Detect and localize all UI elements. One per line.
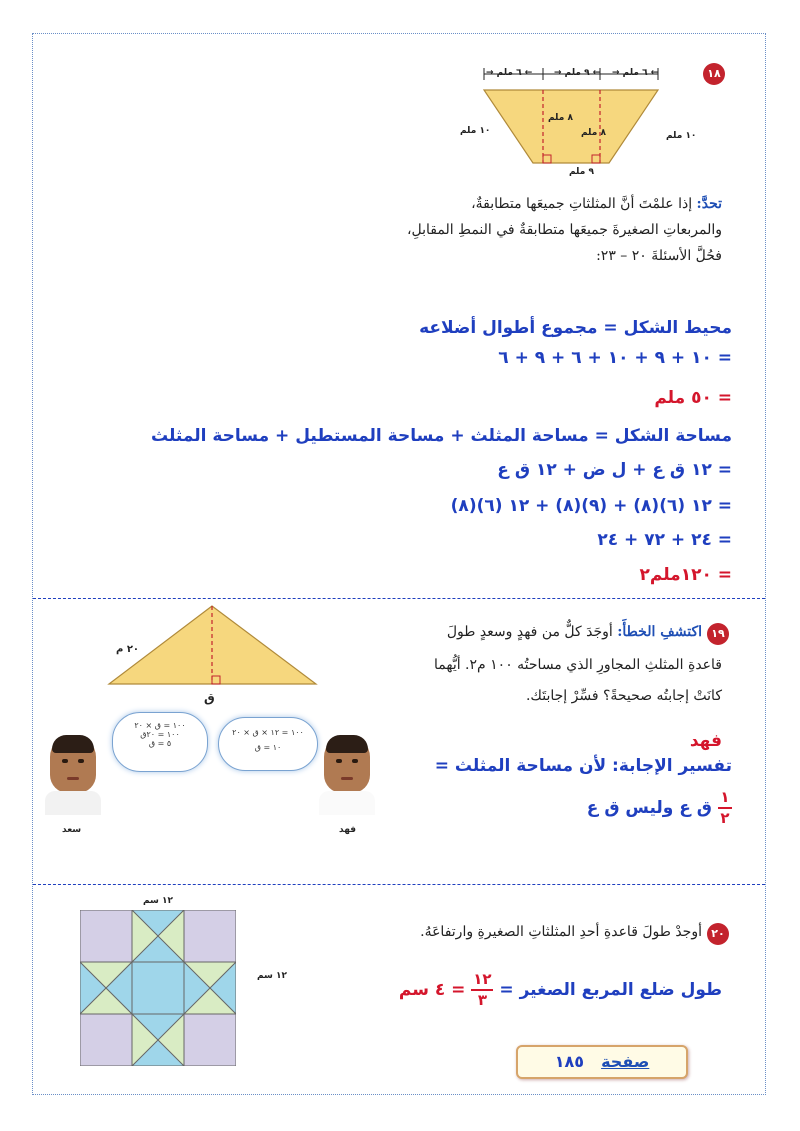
pattern-top-label: ١٢ سم: [143, 896, 174, 906]
fahd-name: فهد: [339, 825, 357, 835]
area-formula: = ١٢ ق ع + ل ض + ١٢ ق ع: [497, 460, 732, 480]
q20-solution: [399, 972, 722, 1008]
challenge-line3: فحُلَّ الأسئلةَ ٢٠ – ٢٣:: [596, 248, 722, 264]
q19-line2: قاعدةِ المثلثِ المجاورِ الذي مساحتُه ١٠٠ م٢. أيُّهما: [434, 657, 722, 673]
bottom-label: ٩ ملم: [569, 167, 594, 177]
question-number-19: ١٩: [707, 622, 729, 645]
side-right-label: ١٠ ملم: [666, 131, 697, 141]
perimeter-line: محيط الشكل = مجموع أطوال أضلاعه: [419, 318, 732, 338]
perimeter-result: = ٥٠ ملم: [654, 388, 732, 408]
height-left-label: ٨ ملم: [548, 113, 573, 123]
height-right-label: ٨ ملم: [581, 128, 606, 138]
side-left-label: ١٠ ملم: [460, 126, 491, 136]
triangle-height-label: ٢٠ م: [116, 644, 140, 655]
q20-solution-lead: طول ضلع المربع الصغير =: [499, 980, 722, 1000]
answer-formula: ١ ٢ ق ع وليس ق ع: [587, 790, 732, 826]
dim-right: ← ٦ ملم →: [612, 68, 659, 78]
answer-explanation: تفسير الإجابة: لأن مساحة المثلث =: [434, 756, 732, 776]
q20-text: أوجدْ طولَ قاعدةِ أحدِ المثلثاتِ الصغيرةِ وارتفاعَهُ.: [420, 924, 702, 940]
pattern-side-label: ١٢ سم: [257, 971, 288, 981]
q19-title: اكتشفِ الخطأَ:: [617, 624, 702, 640]
q20-solution-tail: = ٤ سم: [398, 980, 466, 1000]
perimeter-sum: = ١٠ + ٩ + ١٠ + ٦ + ٩ + ٦: [498, 348, 732, 368]
fahd-speech-bubble: ١٠٠ = ١٢ × ق × ٢٠ ١٠ = ق: [218, 717, 318, 771]
q19-line1: اكتشفِ الخطأَ: أوجَدَ كلٌّ من فهدٍ وسعدٍ طولَ: [446, 624, 702, 640]
area-substitution: = ١٢ (٦)(٨) + (٩)(٨) + ١٢ (٦)(٨): [450, 496, 732, 516]
triangle-base-label: ق: [204, 691, 215, 705]
saad-avatar: [42, 735, 104, 820]
q19-line3: كانَتْ إجابتُه صحيحةً؟ فسِّرْ إجابتَك.: [525, 688, 722, 704]
challenge-line1: تحدَّ: إذا علمْتَ أنَّ المثلثاتِ جميعَها متطابقةٌ،: [471, 196, 722, 212]
question-number-18: ١٨: [703, 62, 725, 85]
page-number: ١٨٥: [554, 1052, 584, 1071]
challenge-title: تحدَّ:: [696, 196, 722, 212]
fahd-avatar: [316, 735, 378, 820]
area-products: = ٢٤ + ٧٢ + ٢٤: [597, 530, 732, 550]
saad-name: سعد: [62, 825, 82, 835]
page-number-box: [516, 1045, 688, 1079]
q20-fraction: ١٢ ٣: [473, 970, 492, 1009]
dim-left: ← ٦ ملم →: [486, 68, 533, 78]
answer-name: فهد: [689, 731, 722, 751]
area-line: مساحة الشكل = مساحة المثلث + مساحة المستطيل + مساحة المثلث: [150, 426, 732, 446]
question-number-20: ٢٠: [707, 922, 729, 945]
dim-middle: ← ٩ ملم →: [554, 68, 601, 78]
separator-2: [33, 884, 765, 885]
quilt-pattern: [80, 910, 236, 1066]
half-fraction: ١ ٢: [718, 790, 732, 826]
separator-1: [33, 598, 765, 599]
page-label: صفحة: [601, 1052, 650, 1071]
challenge-line2: والمربعاتِ الصغيرةَ جميعَها متطابقةٌ في النمطِ المقابلِ،: [406, 222, 722, 238]
saad-speech-bubble: ١٠٠ = ق × ٢٠ ١٠٠ = ٢٠ق ٥ = ق: [112, 712, 208, 772]
area-result: = ١٢٠ملم٢: [639, 565, 732, 585]
